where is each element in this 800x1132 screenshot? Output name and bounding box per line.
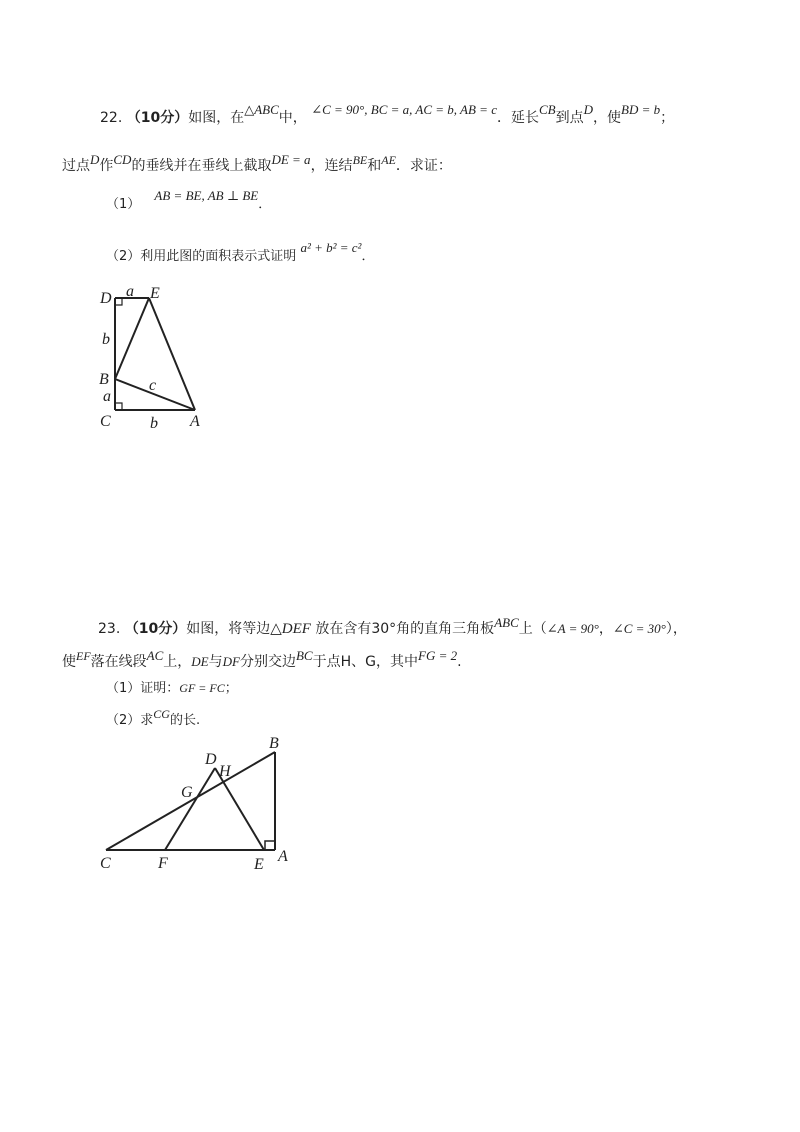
q22-part2-math: a² + b² = c² — [300, 240, 362, 255]
q22-text: ．求证： — [395, 158, 452, 174]
q22-bd-equals-b: BD = b — [621, 102, 661, 117]
q22-right-angle-d — [115, 298, 122, 305]
q23-part2-label: （2） — [106, 713, 141, 728]
q22-label-a-left: a — [103, 388, 111, 405]
q22-label-d: D — [100, 290, 112, 307]
q22-text: 和 — [367, 158, 382, 174]
q23-label-g: G — [181, 784, 193, 801]
q23-triangle-abc: ABC — [494, 615, 519, 630]
q23-part2 — [106, 707, 201, 731]
q22-label-a-top: a — [126, 283, 134, 300]
q22-part1-end: ． — [258, 197, 272, 212]
q23-text: 上（ — [518, 621, 547, 637]
q23-text: 与 — [208, 654, 223, 670]
q22-seg-be — [115, 298, 149, 379]
q23-part2-end: 的长. — [169, 713, 201, 728]
q23-text: 放在含有30°角的直角三角板 — [315, 621, 495, 637]
q22-right-angle-c — [115, 403, 122, 410]
q22-text: 中， — [278, 110, 307, 126]
q23-label-b: B — [269, 735, 279, 752]
q22-score: （10分） — [126, 110, 189, 126]
q22-text: 到点 — [555, 110, 584, 126]
q22-point-d: D — [583, 102, 593, 117]
q22-segment-cb: CB — [538, 102, 556, 117]
q23-segment-ac: AC — [146, 648, 164, 663]
q22-text: 的垂线并在垂线上截取 — [131, 158, 272, 174]
q22-label-a: A — [190, 413, 200, 430]
q22-label-e: E — [150, 285, 160, 302]
q23-angle-c: ∠C = 30° — [612, 621, 666, 636]
q22-label-c: C — [100, 413, 111, 430]
q22-text: ．延长 — [496, 110, 539, 126]
q22-text: 作 — [99, 158, 114, 174]
q22-part2 — [106, 240, 375, 267]
q22-point-d: D — [90, 152, 100, 167]
q23-part2-math: CG — [153, 707, 170, 721]
q23-right-angle-a — [265, 841, 275, 850]
q23-seg-cb — [106, 752, 275, 850]
q23-label-e: E — [254, 856, 264, 873]
q23-label-c: C — [100, 855, 111, 872]
q22-segment-cd: CD — [113, 152, 132, 167]
q23-text: ， — [598, 621, 613, 637]
q22-part1-math: AB = BE, AB ⊥ BE — [154, 188, 259, 203]
q23-segment-ef: EF — [76, 649, 91, 663]
q23-text: 落在线段 — [90, 654, 147, 670]
q22-number: 22. — [100, 110, 123, 126]
q22-triangle-abc: △ABC — [244, 102, 279, 117]
q23-seg-de — [215, 768, 264, 850]
q22-label-b: B — [99, 371, 109, 388]
q23-line1 — [98, 615, 687, 639]
q23-triangle-def: △DEF — [270, 621, 311, 637]
q23-score: （10分） — [124, 621, 187, 637]
q23-label-d: D — [205, 751, 217, 768]
q22-label-c-side: c — [149, 377, 157, 394]
q23-text: 使 — [62, 654, 76, 670]
q22-de-equals-a: DE = a — [271, 152, 311, 167]
q23-segment-de: DE — [191, 654, 209, 669]
q22-label-b-left: b — [102, 331, 110, 348]
q22-label-b-bottom: b — [150, 415, 158, 432]
q23-text: 于点H、G，其中 — [312, 654, 418, 670]
q22-part2-label: （2） — [106, 249, 141, 264]
q22-text: 如图，在 — [188, 110, 245, 126]
q22-text: ； — [660, 110, 675, 126]
q23-segment-df: DF — [222, 654, 240, 669]
q23-text: 上， — [163, 654, 192, 670]
q23-text: 如图，将等边 — [186, 621, 271, 637]
q22-text: 过点 — [62, 158, 90, 174]
q23-text: . — [457, 654, 462, 670]
q23-number: 23. — [98, 621, 121, 637]
q23-text: ）， — [665, 621, 687, 637]
q22-segment-be: BE — [352, 153, 368, 167]
q22-given-conditions: ∠C = 90°, BC = a, AC = b, AB = c — [311, 102, 497, 117]
q22-figure — [95, 280, 225, 440]
q22-part2-end: ． — [361, 249, 375, 264]
q22-part1 — [106, 188, 272, 215]
q23-angle-a: ∠A = 90° — [546, 621, 599, 636]
q23-label-h: H — [219, 763, 231, 780]
q23-figure — [95, 730, 305, 875]
q23-part1-label: （1） — [106, 681, 141, 696]
q23-part1 — [106, 678, 238, 699]
q22-text: ，使 — [593, 110, 621, 126]
q23-fg-equals-2: FG = 2 — [418, 648, 458, 663]
q22-part1-label: （1） — [106, 197, 141, 212]
q23-part1-text: 证明： — [140, 681, 180, 696]
q23-label-a: A — [278, 848, 288, 865]
q23-text: 分别交边 — [239, 654, 296, 670]
q22-line2 — [62, 152, 452, 176]
q23-line2 — [62, 648, 462, 672]
q23-part1-end: ； — [224, 681, 238, 696]
q23-seg-fd — [165, 768, 215, 850]
q22-line1 — [100, 102, 675, 128]
q22-text: ，连结 — [310, 158, 353, 174]
q23-part2-text: 求 — [140, 713, 154, 728]
q22-segment-ae: AE — [381, 153, 396, 167]
q23-part1-math: GF = FC — [179, 681, 225, 695]
q22-part2-text: 利用此图的面积表示式证明 — [140, 249, 297, 264]
q23-segment-bc: BC — [295, 648, 313, 663]
q23-label-f: F — [158, 855, 168, 872]
